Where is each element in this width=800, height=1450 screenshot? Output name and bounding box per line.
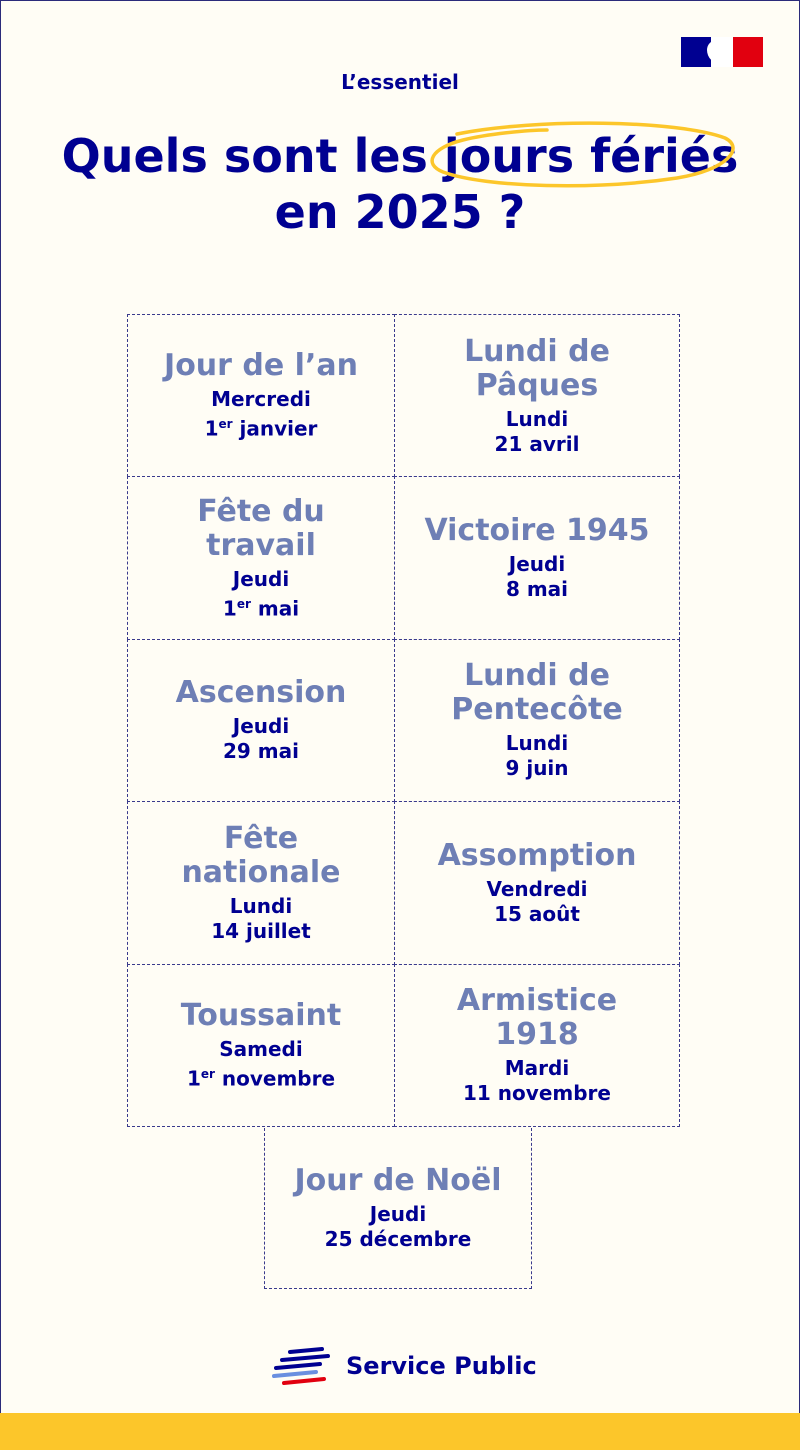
brand-name: Service Public bbox=[346, 1352, 537, 1380]
holiday-date: 11 novembre bbox=[463, 1081, 611, 1106]
holiday-card bbox=[127, 314, 395, 477]
holiday-card bbox=[127, 639, 395, 802]
holiday-weekday: Mercredi bbox=[211, 387, 311, 412]
holiday-date: 21 avril bbox=[494, 431, 580, 456]
holiday-weekday: Lundi bbox=[229, 893, 293, 918]
highlight-circle-icon bbox=[427, 118, 739, 192]
holiday-weekday: Vendredi bbox=[486, 876, 588, 901]
holiday-name: Jour de l’an bbox=[164, 348, 358, 384]
holiday-date: 1er mai bbox=[222, 596, 300, 621]
french-republic-logo-icon bbox=[681, 37, 763, 67]
holiday-date: 8 mai bbox=[505, 577, 569, 602]
holiday-name: Toussaint bbox=[180, 997, 342, 1033]
holiday-name: Assomption bbox=[437, 837, 637, 873]
holiday-weekday: Jeudi bbox=[369, 1202, 427, 1226]
holiday-name: Jour de Noël bbox=[294, 1163, 502, 1198]
holiday-card bbox=[394, 964, 680, 1127]
holiday-card bbox=[394, 476, 680, 639]
page-title bbox=[0, 128, 800, 240]
holiday-weekday: Jeudi bbox=[508, 552, 566, 577]
holiday-name: Lundi de Pâques bbox=[464, 333, 610, 403]
holiday-card bbox=[394, 314, 680, 477]
holiday-weekday: Mardi bbox=[504, 1056, 570, 1081]
holiday-weekday: Lundi bbox=[505, 731, 569, 756]
holiday-date: 15 août bbox=[494, 901, 580, 926]
holiday-name: Armistice 1918 bbox=[456, 983, 618, 1053]
holiday-weekday: Samedi bbox=[219, 1036, 303, 1061]
holiday-card bbox=[394, 639, 680, 802]
holiday-date: 1er janvier bbox=[204, 417, 318, 442]
holiday-name: Ascension bbox=[175, 675, 347, 711]
holiday-name: Lundi de Pentecôte bbox=[451, 658, 623, 728]
holiday-weekday: Lundi bbox=[505, 406, 569, 431]
bottom-accent-bar bbox=[0, 1413, 800, 1450]
holiday-card bbox=[127, 476, 395, 639]
eyebrow-label: L’essentiel bbox=[341, 70, 459, 94]
service-public-brand bbox=[270, 1346, 537, 1386]
holiday-card bbox=[264, 1128, 532, 1289]
holiday-date: 9 juin bbox=[505, 756, 569, 781]
holiday-date: 1er novembre bbox=[186, 1066, 336, 1091]
holiday-card bbox=[127, 964, 395, 1127]
holiday-card bbox=[394, 801, 680, 964]
holiday-date: 25 décembre bbox=[324, 1227, 472, 1251]
holiday-name: Victoire 1945 bbox=[424, 513, 650, 549]
title-line-2: en 2025 ? bbox=[274, 185, 526, 239]
holiday-name: Fête nationale bbox=[181, 820, 341, 890]
holiday-name: Fête du travail bbox=[197, 493, 325, 563]
holiday-weekday: Jeudi bbox=[232, 566, 290, 591]
holiday-grid bbox=[128, 315, 680, 1127]
holiday-weekday: Jeudi bbox=[232, 714, 290, 739]
holiday-date: 29 mai bbox=[223, 739, 299, 764]
service-public-logo-icon bbox=[270, 1346, 336, 1386]
holiday-card bbox=[127, 801, 395, 964]
title-line-1: Quels sont les jours fériés bbox=[61, 129, 739, 183]
holiday-date: 14 juillet bbox=[211, 918, 311, 943]
